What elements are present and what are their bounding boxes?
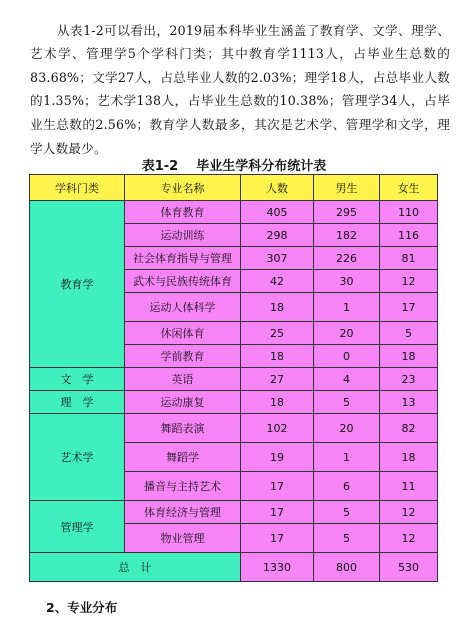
female-cell: 5 [380, 322, 438, 345]
category-cell: 理 学 [30, 391, 125, 414]
male-cell: 1 [314, 443, 380, 472]
section-heading: 2、专业分布 [46, 600, 118, 615]
female-cell: 12 [380, 501, 438, 524]
table-caption-title: 毕业生学科分布统计表 [196, 159, 327, 174]
total-cell: 18 [241, 391, 314, 414]
female-cell: 13 [380, 391, 438, 414]
major-cell: 休闲体育 [125, 322, 241, 345]
male-cell: 226 [314, 247, 380, 270]
category-cell: 教育学 [30, 201, 125, 368]
header-category: 学科门类 [30, 175, 125, 201]
male-cell: 20 [314, 322, 380, 345]
intro-paragraph: 从表1-2可以看出，2019届本科毕业生涵盖了教育学、文学、理学、艺术学、管理学5个学科门类；其中教育学1113人，占毕业生总数的83.68%；文学27人，占总毕业人数的2.03%；理学18人，占总毕业人数的1.35%；艺术学138人，占毕业生总数的10.38%；管理学34人，占毕业生总数的2.56%；教育学人数最多，其次是艺术学、管理学和文学，理学人数最少。 [30, 22, 450, 156]
category-cell: 艺术学 [30, 414, 125, 501]
male-cell: 5 [314, 391, 380, 414]
female-cell: 116 [380, 224, 438, 247]
male-cell: 1 [314, 293, 380, 322]
major-cell: 运动训练 [125, 224, 241, 247]
major-cell: 体育教育 [125, 201, 241, 224]
major-cell: 武术与民族传统体育 [125, 270, 241, 293]
female-cell: 110 [380, 201, 438, 224]
header-major: 专业名称 [125, 175, 241, 201]
male-cell: 182 [314, 224, 380, 247]
total-cell: 17 [241, 472, 314, 501]
total-cell: 27 [241, 368, 314, 391]
table-row [30, 391, 438, 414]
female-cell: 23 [380, 368, 438, 391]
major-cell: 物业管理 [125, 524, 241, 553]
major-cell: 播音与主持艺术 [125, 472, 241, 501]
male-cell: 5 [314, 501, 380, 524]
discipline-distribution-table [29, 174, 438, 582]
table-row [30, 414, 438, 443]
major-cell: 运动康复 [125, 391, 241, 414]
female-cell: 18 [380, 345, 438, 368]
major-cell: 学前教育 [125, 345, 241, 368]
major-cell: 运动人体科学 [125, 293, 241, 322]
male-cell: 0 [314, 345, 380, 368]
female-cell: 530 [380, 553, 438, 582]
total-cell: 1330 [241, 553, 314, 582]
female-cell: 18 [380, 443, 438, 472]
major-cell: 体育经济与管理 [125, 501, 241, 524]
table-row [30, 368, 438, 391]
total-cell: 102 [241, 414, 314, 443]
female-cell: 12 [380, 524, 438, 553]
table-row [30, 501, 438, 524]
table-row [30, 201, 438, 224]
male-cell: 800 [314, 553, 380, 582]
female-cell: 12 [380, 270, 438, 293]
female-cell: 82 [380, 414, 438, 443]
table-caption [0, 155, 468, 174]
total-row [30, 553, 438, 582]
total-cell: 18 [241, 345, 314, 368]
header-male: 男生 [314, 175, 380, 201]
major-cell: 英语 [125, 368, 241, 391]
female-cell: 17 [380, 293, 438, 322]
male-cell: 20 [314, 414, 380, 443]
total-cell: 298 [241, 224, 314, 247]
total-cell: 18 [241, 293, 314, 322]
header-total: 人数 [241, 175, 314, 201]
female-cell: 81 [380, 247, 438, 270]
male-cell: 5 [314, 524, 380, 553]
male-cell: 6 [314, 472, 380, 501]
category-cell: 管理学 [30, 501, 125, 553]
total-cell: 25 [241, 322, 314, 345]
total-cell: 17 [241, 524, 314, 553]
male-cell: 4 [314, 368, 380, 391]
total-cell: 307 [241, 247, 314, 270]
table-header-row [30, 175, 438, 201]
male-cell: 295 [314, 201, 380, 224]
total-cell: 405 [241, 201, 314, 224]
total-label-cell: 总 计 [30, 553, 241, 582]
total-cell: 17 [241, 501, 314, 524]
major-cell: 舞蹈表演 [125, 414, 241, 443]
table-caption-number: 表1-2 [141, 159, 179, 174]
major-cell: 社会体育指导与管理 [125, 247, 241, 270]
major-cell: 舞蹈学 [125, 443, 241, 472]
table-body [30, 201, 438, 582]
total-cell: 19 [241, 443, 314, 472]
header-female: 女生 [380, 175, 438, 201]
total-cell: 42 [241, 270, 314, 293]
female-cell: 11 [380, 472, 438, 501]
category-cell: 文 学 [30, 368, 125, 391]
male-cell: 30 [314, 270, 380, 293]
